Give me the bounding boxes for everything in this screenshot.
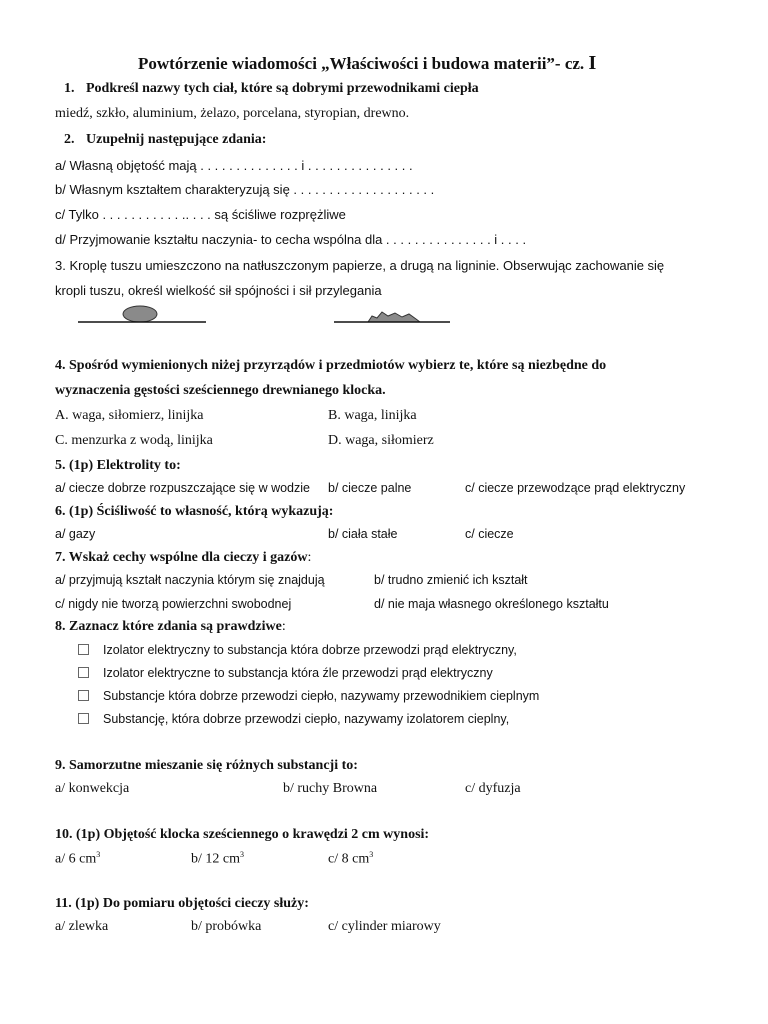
title-roman: I: [588, 52, 597, 74]
question-9-a: a/ konwekcja: [55, 781, 130, 796]
question-10-c-text: c/ 8 cm: [328, 851, 370, 867]
question-10-a-text: a/ 6 cm: [55, 851, 97, 867]
checkbox[interactable]: [78, 690, 89, 701]
question-6: 6. (1p) Ściśliwość to własność, którą wykazują:: [55, 504, 334, 519]
question-1-number: 1.: [64, 81, 75, 96]
question-8-option[interactable]: [78, 689, 539, 703]
question-2-text: Uzupełnij następujące zdania:: [86, 132, 267, 147]
question-4-line1: 4. Spośród wymienionych niżej przyrządów i przedmiotów wybierz te, które są niezbędne do: [55, 358, 607, 373]
question-6-a: a/ gazy: [55, 527, 96, 541]
question-4-option-d: D. waga, siłomierz: [328, 433, 434, 448]
question-8-option[interactable]: [78, 712, 509, 726]
question-8-option-label: Substancje która dobrze przewodzi ciepło, nazywamy przewodnikiem cieplnym: [103, 689, 540, 703]
question-2-c: c/ Tylko . . . . . . . . . . . .. . . . są ściśliwe rozprężliwe: [55, 207, 346, 222]
question-8-option-label: Izolator elektryczne to substancja która źle przewodzi prąd elektryczny: [103, 666, 493, 680]
question-10-c: [328, 850, 373, 868]
question-8: [55, 619, 286, 635]
ink-drop-spread: [368, 312, 420, 322]
question-1-text: Podkreśl nazwy tych ciał, które są dobrymi przewodnikami ciepła: [86, 81, 479, 96]
question-5-a: a/ ciecze dobrze rozpuszczające się w wodzie: [55, 481, 310, 495]
question-2-number: 2.: [64, 132, 75, 147]
question-11-b: b/ probówka: [191, 919, 262, 934]
page-title: [138, 52, 596, 75]
checkbox[interactable]: [78, 713, 89, 724]
question-7-a: a/ przyjmują kształt naczynia którym się znajdują: [55, 573, 325, 587]
question-5-c: c/ ciecze przewodzące prąd elektryczny: [465, 481, 686, 495]
question-6-c: c/ ciecze: [465, 527, 514, 541]
question-7: [55, 550, 311, 566]
question-10-b: [191, 850, 244, 868]
question-9-b: b/ ruchy Browna: [283, 781, 378, 796]
question-3-line1: 3. Kroplę tuszu umieszczono na natłuszczonym papierze, a drugą na ligninie. Obserwując zachowanie się: [55, 258, 665, 273]
ink-drop-lignin-drawing: [332, 304, 452, 326]
question-4-option-a: A. waga, siłomierz, linijka: [55, 408, 204, 423]
question-8-option[interactable]: [78, 643, 517, 657]
question-7-d: d/ nie maja własnego określonego kształtu: [374, 597, 609, 611]
question-8-option[interactable]: [78, 666, 493, 680]
question-2-d: d/ Przyjmowanie kształtu naczynia- to cecha wspólna dla . . . . . . . . . . . . . . . i . . . .: [55, 232, 527, 247]
question-9: 9. Samorzutne mieszanie się różnych substancji to:: [55, 758, 358, 773]
question-8-option-label: Izolator elektryczny to substancja która dobrze przewodzi prąd elektryczny,: [103, 643, 517, 657]
question-2-a: a/ Własną objętość mają . . . . . . . . . . . . . . i . . . . . . . . . . . . . . .: [55, 158, 413, 173]
question-7-c: c/ nigdy nie tworzą powierzchni swobodnej: [55, 597, 292, 611]
exponent: 3: [240, 850, 244, 859]
question-9-c: c/ dyfuzja: [465, 781, 521, 796]
exponent: 3: [96, 850, 101, 859]
question-4-option-c: C. menzurka z wodą, linijka: [55, 433, 213, 448]
title-main: Powtórzenie wiadomości „Właściwości i budowa materii”- cz.: [138, 54, 585, 73]
question-10: 10. (1p) Objętość klocka sześciennego o krawędzi 2 cm wynosi:: [55, 827, 430, 842]
exponent: 3: [369, 850, 374, 859]
question-8-option-label: Substancję, która dobrze przewodzi ciepło, nazywamy izolatorem cieplny,: [103, 712, 510, 726]
question-7-text: 7. Wskaż cechy wspólne dla cieczy i gazów: [55, 550, 308, 565]
ink-drop-greased-paper-drawing: [76, 304, 208, 326]
question-10-a: [55, 850, 100, 868]
question-8-text: 8. Zaznacz które zdania są prawdziwe: [55, 619, 282, 634]
question-1-items: miedź, szkło, aluminium, żelazo, porcelana, styropian, drewno.: [55, 106, 410, 121]
question-2: [64, 132, 266, 148]
question-3-line2: kropli tuszu, określ wielkość sił spójności i sił przylegania: [55, 283, 382, 298]
question-7-b: b/ trudno zmienić ich kształt: [374, 573, 528, 587]
question-10-b-text: b/ 12 cm: [191, 851, 240, 867]
checkbox[interactable]: [78, 644, 89, 655]
question-8-colon: :: [281, 619, 286, 634]
question-7-colon: :: [307, 550, 312, 565]
question-5-b: b/ ciecze palne: [328, 481, 412, 495]
question-1: [64, 81, 479, 97]
question-11: 11. (1p) Do pomiaru objętości cieczy służy:: [55, 896, 309, 911]
question-5: 5. (1p) Elektrolity to:: [55, 458, 181, 473]
ink-drop-round: [123, 306, 157, 322]
checkbox[interactable]: [78, 667, 89, 678]
question-4-option-b: B. waga, linijka: [328, 408, 417, 423]
question-11-a: a/ zlewka: [55, 919, 109, 934]
question-4-line2: wyznaczenia gęstości sześciennego drewnianego klocka.: [55, 383, 386, 398]
question-2-b: b/ Własnym kształtem charakteryzują się . . . . . . . . . . . . . . . . . . . .: [55, 182, 435, 197]
question-6-b: b/ ciała stałe: [328, 527, 398, 541]
question-11-c: c/ cylinder miarowy: [328, 919, 441, 934]
